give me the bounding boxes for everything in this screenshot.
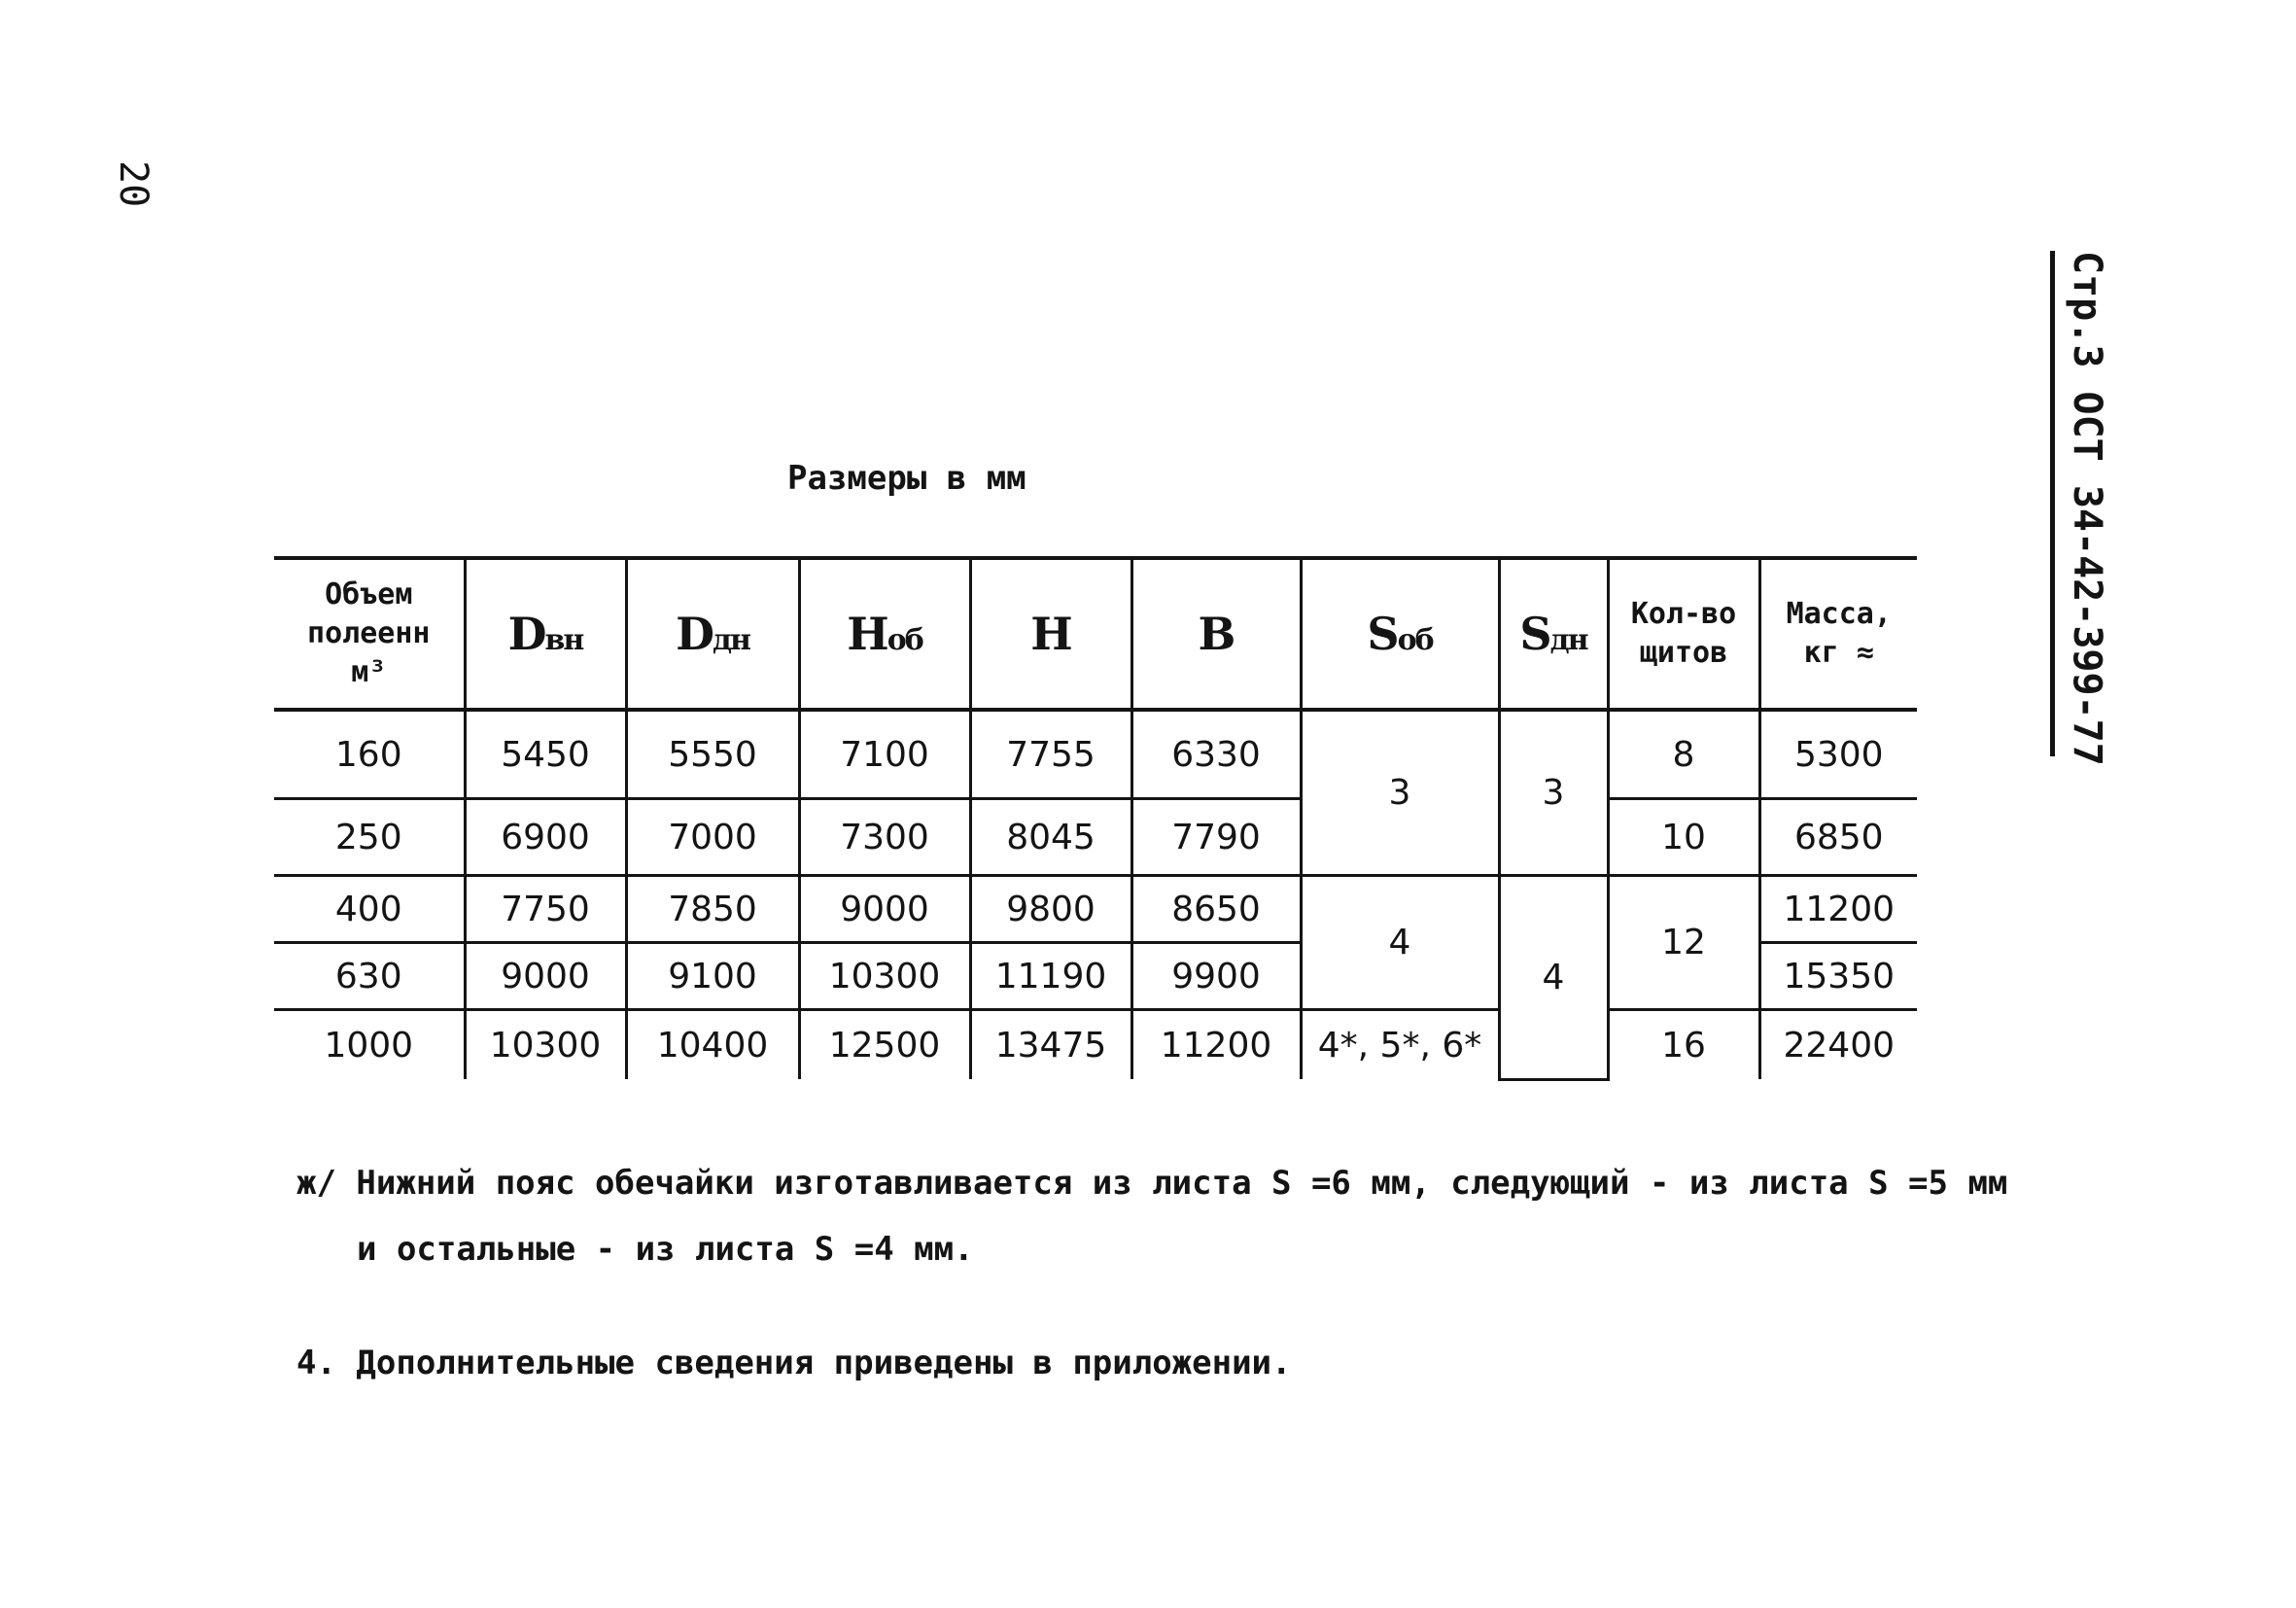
footnote	[296, 1150, 2007, 1282]
header-count-line1: Кол-во	[1630, 597, 1737, 631]
header-sdn-main: S	[1519, 608, 1550, 660]
cell-sob-merged: 3	[1301, 710, 1499, 876]
cell-hob: 7300	[799, 799, 970, 876]
cell-b: 9900	[1131, 943, 1301, 1010]
cell-hob: 9000	[799, 876, 970, 943]
header-b: B	[1131, 558, 1301, 710]
cell-dvn: 5450	[465, 710, 626, 799]
table-header	[274, 558, 1917, 710]
cell-volume: 400	[274, 876, 465, 943]
header-sob-sub: об	[1397, 623, 1433, 657]
dimensions-table	[274, 556, 1917, 1081]
cell-ddn: 7850	[626, 876, 799, 943]
table-row	[274, 876, 1917, 943]
cell-volume: 630	[274, 943, 465, 1010]
header-mass-line1: Масса,	[1786, 597, 1892, 631]
cell-mass: 11200	[1759, 876, 1917, 943]
cell-hob: 12500	[799, 1010, 970, 1080]
cell-count: 16	[1608, 1010, 1759, 1080]
table-row	[274, 1010, 1917, 1080]
cell-mass: 6850	[1759, 799, 1917, 876]
cell-volume: 160	[274, 710, 465, 799]
cell-dvn: 9000	[465, 943, 626, 1010]
header-count-line2: щитов	[1639, 636, 1728, 670]
cell-sdn-merged: 3	[1499, 710, 1608, 876]
cell-count-merged: 12	[1608, 876, 1759, 1010]
header-hob-main: H	[847, 608, 887, 660]
table-body	[274, 710, 1917, 1079]
cell-hob: 10300	[799, 943, 970, 1010]
cell-h: 9800	[970, 876, 1131, 943]
cell-dvn: 10300	[465, 1010, 626, 1080]
header-volume-line2: полеенн	[307, 616, 431, 650]
header-dvn-sub: вн	[544, 623, 583, 657]
cell-ddn: 7000	[626, 799, 799, 876]
document-code: Стр.3 ОСТ 34-42-399-77	[2050, 251, 2109, 756]
note-4: 4. Дополнительные сведения приведены в приложении.	[296, 1344, 1292, 1382]
cell-b: 8650	[1131, 876, 1301, 943]
cell-h: 8045	[970, 799, 1131, 876]
header-volume-line1: Объем	[325, 577, 413, 612]
cell-h: 13475	[970, 1010, 1131, 1080]
footnote-line1: ж/ Нижний пояс обечайки изготавливается из листа S =6 мм, следующий - из листа S =5 мм	[296, 1164, 2008, 1203]
header-sob-main: S	[1367, 608, 1398, 660]
cell-ddn: 10400	[626, 1010, 799, 1080]
cell-volume: 1000	[274, 1010, 465, 1080]
header-count	[1608, 558, 1759, 710]
header-dvn-main: D	[507, 608, 545, 660]
header-sdn	[1499, 558, 1608, 710]
cell-b: 7790	[1131, 799, 1301, 876]
page-number: 20	[111, 160, 156, 208]
cell-volume: 250	[274, 799, 465, 876]
table-caption: Размеры в мм	[787, 459, 1026, 498]
cell-ddn: 5550	[626, 710, 799, 799]
header-mass	[1759, 558, 1917, 710]
header-volume-unit: м³	[351, 655, 387, 689]
cell-count: 8	[1608, 710, 1759, 799]
cell-h: 7755	[970, 710, 1131, 799]
header-ddn-main: D	[676, 608, 713, 660]
header-ddn-sub: дн	[712, 623, 749, 657]
cell-mass: 5300	[1759, 710, 1917, 799]
cell-sob-merged: 4	[1301, 876, 1499, 1010]
header-dvn	[465, 558, 626, 710]
header-hob-sub: об	[887, 623, 922, 657]
header-hob	[799, 558, 970, 710]
table-row	[274, 799, 1917, 876]
header-ddn	[626, 558, 799, 710]
cell-b: 6330	[1131, 710, 1301, 799]
header-h: H	[970, 558, 1131, 710]
cell-h: 11190	[970, 943, 1131, 1010]
cell-b: 11200	[1131, 1010, 1301, 1080]
cell-ddn: 9100	[626, 943, 799, 1010]
cell-dvn: 6900	[465, 799, 626, 876]
header-volume	[274, 558, 465, 710]
cell-sob: 4*, 5*, 6*	[1301, 1010, 1499, 1080]
table-row	[274, 710, 1917, 799]
cell-dvn: 7750	[465, 876, 626, 943]
cell-sdn-merged: 4	[1499, 876, 1608, 1080]
cell-mass: 22400	[1759, 1010, 1917, 1080]
cell-count: 10	[1608, 799, 1759, 876]
header-sdn-sub: дн	[1549, 623, 1587, 657]
cell-mass: 15350	[1759, 943, 1917, 1010]
cell-hob: 7100	[799, 710, 970, 799]
header-sob	[1301, 558, 1499, 710]
footnote-line2: и остальные - из листа S =4 мм.	[357, 1230, 974, 1269]
header-mass-line2: кг ≈	[1803, 636, 1874, 670]
